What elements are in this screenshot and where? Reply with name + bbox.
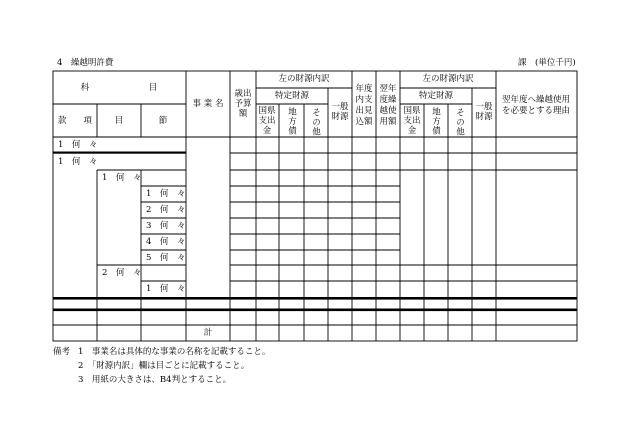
- row-setsu-3: 3 何 々: [146, 221, 186, 231]
- header-yokunen-2: 度繰: [379, 95, 397, 105]
- header-nendonai-1: 年度: [355, 84, 373, 94]
- header-yokunen-1: 翌年: [379, 84, 397, 94]
- header-kokken-3: 金: [262, 126, 272, 136]
- header-kokken2-3: 金: [407, 126, 417, 136]
- note-2: 2 「財源内訳」欄は目ごとに記載すること。: [78, 361, 250, 371]
- header-ippan-left-2: 財源: [331, 112, 349, 122]
- row-setsu-5: 5 何 々: [146, 253, 186, 263]
- header-kokken2-1: 国県: [403, 106, 421, 116]
- header-kamoku: 科 目: [80, 83, 158, 93]
- header-jigyo: 事 業 名: [192, 99, 224, 109]
- header-kokken-1: 国県: [258, 106, 276, 116]
- header-riyu-2: を必要とする理由: [501, 106, 571, 116]
- header-sonota-right: その他: [454, 108, 465, 137]
- header-saishutsu-1: 歳出: [234, 89, 252, 99]
- header-ippan-left-1: 一般: [331, 102, 349, 112]
- header-chiho-right: 地方債: [430, 107, 441, 136]
- row-moku-1: 1 何 々: [102, 173, 142, 183]
- header-sonota-left: その他: [310, 108, 321, 137]
- row-setsu-2: 2 何 々: [146, 205, 186, 215]
- header-nendonai-3: 出見: [355, 106, 373, 116]
- header-saishutsu-2: 予算: [234, 99, 252, 109]
- row-setsu-4: 4 何 々: [146, 237, 186, 247]
- header-ippan-right-2: 財源: [475, 112, 493, 122]
- note-1: 1 事業名は具体的な事業の名称を記載すること。: [78, 347, 271, 357]
- total-label: 計: [203, 328, 213, 338]
- note-3: 3 用紙の大きさは、B4判とすること。: [78, 375, 232, 385]
- header-kokken-2: 支出: [258, 116, 276, 126]
- header-kokken2-2: 支出: [403, 116, 421, 126]
- notes-label: 備考: [53, 347, 71, 357]
- header-kan: 款 項: [57, 116, 93, 126]
- row-setsu-1: 1 何 々: [146, 189, 186, 199]
- header-zaigen-left: 左の財源内訳: [278, 74, 330, 84]
- header-ippan-right-1: 一般: [475, 102, 493, 112]
- header-saishutsu-3: 額: [238, 109, 248, 119]
- row-setsu-6: 1 何 々: [146, 284, 186, 294]
- section-title: 4 繰越明許費: [57, 58, 114, 68]
- header-tokutei-left: 特定財源: [274, 91, 310, 101]
- header-moku: 目: [114, 116, 124, 126]
- header-riyu-1: 翌年度へ繰越使用: [501, 95, 571, 105]
- header-chiho-left: 地方債: [286, 107, 297, 136]
- row-kan-1: 1 何 々: [58, 140, 98, 150]
- header-setsu: 節: [158, 116, 168, 126]
- header-nendonai-2: 内支: [355, 95, 373, 105]
- header-yokunen-3: 越使: [379, 106, 397, 116]
- header-tokutei-right: 特定財源: [418, 91, 454, 101]
- header-yokunen-4: 用額: [379, 117, 397, 127]
- unit-label: 課 (単位千円): [518, 58, 576, 68]
- header-zaigen-right: 左の財源内訳: [422, 74, 474, 84]
- header-nendonai-4: 込額: [355, 117, 373, 127]
- row-moku-2: 2 何 々: [102, 268, 142, 278]
- row-kou-1: 1 何 々: [58, 157, 98, 167]
